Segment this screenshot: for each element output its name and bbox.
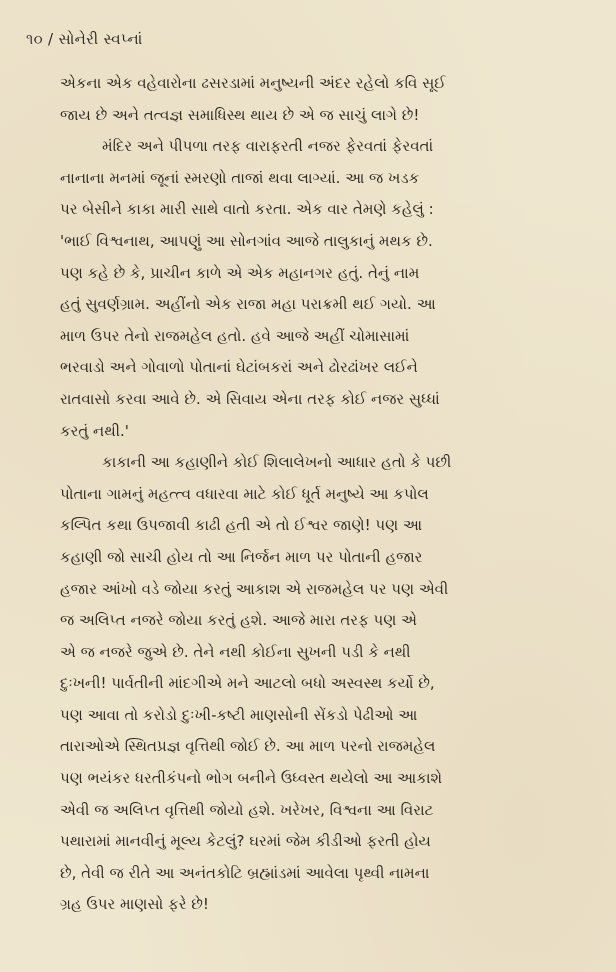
text-line: દુઃખની! પાર્વતીની માંદગીએ મને આટલો બધો અસ્વસ્થ કર્યો છે, [60, 674, 435, 693]
text-line: જાય છે અને તત્વજ્ઞ સમાધિસ્થ થાય છે એ જ સાચું લાગે છે! [60, 105, 420, 124]
text-line: પથારામાં માનવીનું મૂલ્ય કેટલું? ઘરમાં જેમ કીડીઓ ફરતી હોય [60, 832, 431, 851]
text-line: હજાર આંખો વડે જોયા કરતું આકાશ એ રાજમહેલ પર પણ એવી [60, 579, 449, 598]
text-line: કલ્પિત કથા ઉપજાવી કાઢી હતી એ તો ઈશ્વર જાણે! પણ આ [60, 516, 423, 535]
paragraph-start-line: મંદિર અને પીપળા તરફ વારાફરતી નજર ફેરવતાં ફેરવતાં [102, 137, 434, 156]
text-line: 'ભાઈ વિશ્વનાથ, આપણું આ સોનગાંવ આજે તાલુકાનું મથક છે. [60, 231, 433, 250]
text-line: એ જ નજરે જુએ છે. તેને નથી કોઈના સુખની પડી કે નથી [60, 642, 411, 661]
text-line: નાનાના મનમાં જૂનાં સ્મરણો તાજાં થવા લાગ્યાં. આ જ ખડક [60, 168, 420, 187]
text-line: ભરવાડો અને ગોવાળો પોતાનાં ઘેટાંબકરાં અને ઢોરઢાંખર લઈને [60, 358, 418, 377]
text-line: રાતવાસો કરવા આવે છે. એ સિવાય એના તરફ કોઈ નજર સુધ્ધાં [60, 389, 440, 408]
text-line: પર બેસીને કાકા મારી સાથે વાતો કરતા. એક વાર તેમણે કહેલું : [60, 200, 434, 219]
body-text [60, 68, 576, 921]
paragraph-start-line: કાકાની આ કહાણીને કોઈ શિલાલેખનો આધાર હતો કે પછી [102, 453, 452, 472]
text-line: છે, તેવી જ રીતે આ અનંતકોટિ બ્રહ્માંડમાં આવેલા પૃથ્વી નામના [60, 863, 430, 882]
text-line: હતું સુવર્ણગ્રામ. અહીંનો એક રાજા મહા પરાક્રમી થઈ ગયો. આ [60, 295, 436, 314]
text-line: કરતું નથી.' [60, 421, 129, 440]
text-line: પણ આવા તો કરોડો દુઃખી-કષ્ટી માણસોની સેંકડો પેઢીઓ આ [60, 705, 418, 724]
text-line: માળ ઉપર તેનો રાજમહેલ હતો. હવે આજે અહીં ચોમાસામાં [60, 326, 410, 345]
text-line: ગ્રહ ઉપર માણસો ફરે છે! [60, 895, 209, 914]
text-line: પણ કહે છે કે, પ્રાચીન કાળે એ એક મહાનગર હતું. તેનું નામ [60, 263, 420, 282]
text-line: કહાણી જો સાચી હોય તો આ નિર્જન માળ પર પોતાની હજાર [60, 547, 423, 566]
running-head: ૧૦ / સોનેરી સ્વપ્નાં [26, 30, 143, 48]
text-line: તારાઓએ સ્થિતપ્રજ્ઞ વૃત્તિથી જોઈ છે. આ માળ પરનો રાજમહેલ [60, 737, 436, 756]
text-line: એવી જ અલિપ્ત વૃત્તિથી જોયો હશે. ખરેખર, વિશ્વના આ વિરાટ [60, 800, 434, 819]
text-line: જ અલિપ્ત નજરે જોયા કરતું હશે. આજે મારા તરફ પણ એ [60, 611, 417, 630]
text-line: પણ ભયંકર ધરતીકંપનો ભોગ બનીને ઉધ્વસ્ત થયેલો આ આકાશે [60, 769, 443, 788]
text-line: પોતાના ગામનું મહત્ત્વ વધારવા માટે કોઈ ધૂર્ત મનુષ્યે આ કપોલ [60, 484, 429, 503]
text-line: એકના એક વહેવારોના ઢસરડામાં મનુષ્યની અંદર રહેલો કવિ સૂઈ [60, 74, 446, 92]
